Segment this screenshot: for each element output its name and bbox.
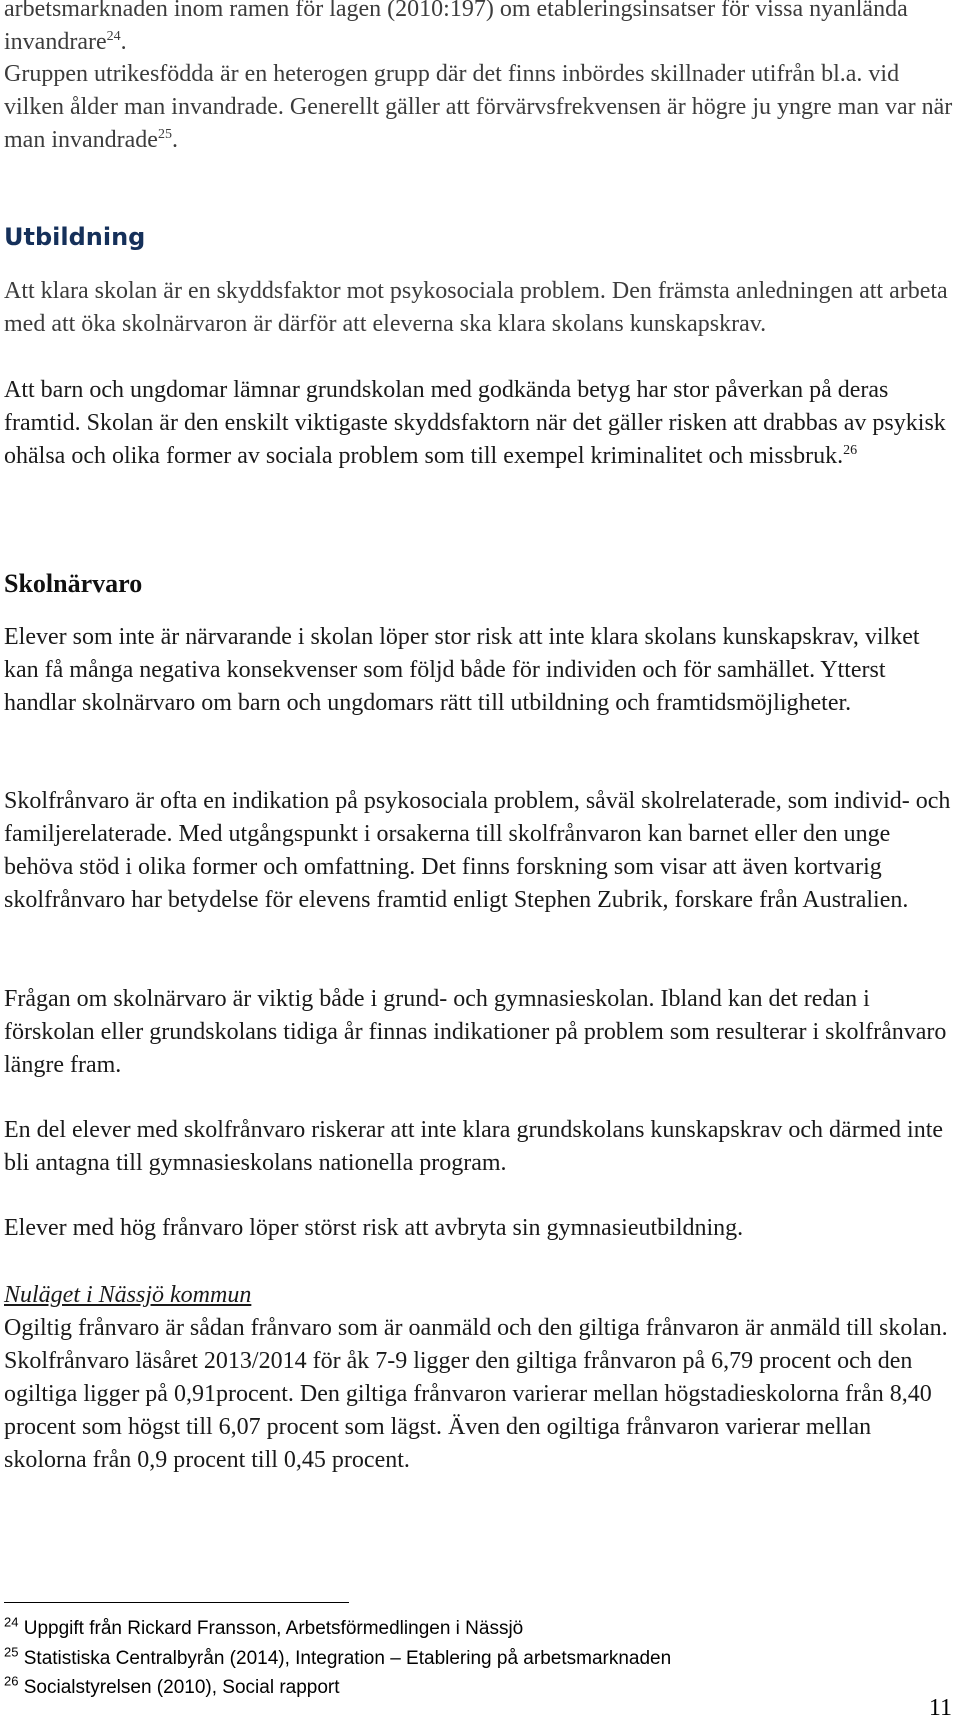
- footnote-divider: [4, 1602, 349, 1603]
- footnote-ref-26[interactable]: 26: [843, 443, 858, 458]
- heading-skolnarvaro: Skolnärvaro: [4, 569, 143, 598]
- footnote-text: Statistiska Centralbyrån (2014), Integration – Etablering på arbetsmarknaden: [23, 1648, 672, 1669]
- page-number: 11: [928, 1695, 952, 1721]
- skolnarvaro-paragraph-3: Frågan om skolnärvaro är viktig både i grund- och gymnasieskolan. Ibland kan det redan i förskolan eller grundskolans tidiga år finnas indikationer på problem som resulterar i skolfrånvaro längre fram.: [4, 986, 947, 1078]
- skolnarvaro-paragraph-2: Skolfrånvaro är ofta en indikation på psykosociala problem, såväl skolrelaterade, som individ- och familjerelaterade. Med utgångspunkt i orsakerna till skolfrånvaron kan barnet eller den unge behöva stöd i olika former och omfattning. Det finns forskning som visar att även kortvarig skolfrånvaro har betydelse för elevens framtid enligt Stephen Zubrik, forskare från Australien.: [4, 788, 951, 913]
- intro-p2-end: .: [171, 127, 178, 153]
- footnote-number: 26: [4, 1673, 19, 1689]
- intro-paragraph-2: [4, 58, 954, 157]
- intro-p1-text: arbetsmarknaden inom ramen för lagen (2010:197) om etableringsinsatser för vissa nyanlända invandrare: [4, 0, 908, 55]
- footnote-24: [4, 1614, 524, 1640]
- utbildning-p2-text: Att barn och ungdomar lämnar grundskolan med godkända betyg har stor påverkan på deras framtid. Skolan är den enskilt viktigaste skyddsfaktorn när det gäller risken att drabbas av psykisk ohälsa och olika former av sociala problem som till exempel kriminalitet och missbruk.: [4, 377, 946, 469]
- footnote-25: [4, 1644, 672, 1670]
- footnote-ref-24[interactable]: 24: [106, 29, 121, 44]
- footnote-ref-25[interactable]: 25: [157, 127, 172, 142]
- footnote-number: 24: [4, 1614, 19, 1630]
- intro-p2-text: Gruppen utrikesfödda är en heterogen grupp där det finns inbördes skillnader utifrån bl.a. vid vilken ålder man invandrade. Generellt gäller att förvärvsfrekvensen är högre ju yngre man var när man invandrade: [4, 61, 953, 153]
- footnote-number: 25: [4, 1644, 19, 1660]
- footnote-text: Uppgift från Rickard Fransson, Arbetsförmedlingen i Nässjö: [23, 1618, 524, 1639]
- heading-utbildning: Utbildning: [4, 223, 146, 251]
- skolnarvaro-paragraph-1: Elever som inte är närvarande i skolan löper stor risk att inte klara skolans kunskapskrav, vilket kan få många negativa konsekvenser som följd både för individen och för samhället. Ytterst handlar skolnärvaro om barn och ungdomars rätt till utbildning och framtidsmöjligheter.: [4, 624, 920, 716]
- skolnarvaro-paragraph-5: Elever med hög frånvaro löper störst risk att avbryta sin gymnasieutbildning.: [4, 1215, 744, 1241]
- intro-paragraph-1: [4, 0, 954, 59]
- subheading-nulaget: Nuläget i Nässjö kommun: [4, 1282, 252, 1308]
- nulaget-paragraph: Ogiltig frånvaro är sådan frånvaro som är oanmäld och den giltiga frånvaron är anmäld till skolan. Skolfrånvaro läsåret 2013/2014 för åk 7-9 ligger den giltiga frånvaron på 6,79 procent och den ogiltiga ligger på 0,91procent. Den giltiga frånvaron varierar mellan högstadieskolorna från 8,40 procent som högst till 6,07 procent som lägst. Även den ogiltiga frånvaron varierar mellan skolorna från 0,9 procent till 0,45 procent.: [4, 1315, 948, 1473]
- skolnarvaro-paragraph-4: En del elever med skolfrånvaro riskerar att inte klara grundskolans kunskapskrav och därmed inte bli antagna till gymnasieskolans nationella program.: [4, 1117, 944, 1176]
- utbildning-paragraph-2: [4, 374, 954, 473]
- footnote-26: [4, 1673, 340, 1699]
- footnote-text: Socialstyrelsen (2010), Social rapport: [23, 1677, 340, 1698]
- utbildning-paragraph-1: Att klara skolan är en skyddsfaktor mot psykosociala problem. Den främsta anledningen att arbeta med att öka skolnärvaron är därför att eleverna ska klara skolans kunskapskrav.: [4, 278, 948, 337]
- intro-p1-end: .: [120, 29, 127, 55]
